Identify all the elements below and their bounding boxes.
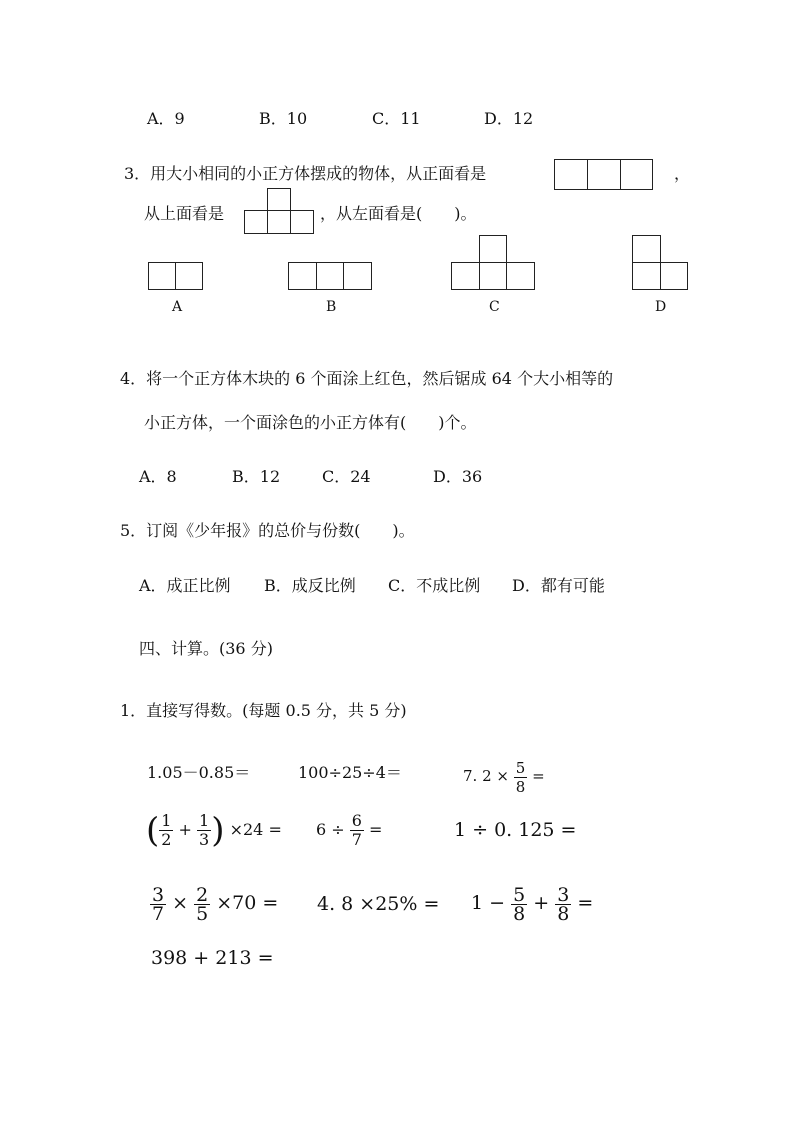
expr-3: 7. 2 × $\frac{5}{8}$ = — [463, 758, 545, 796]
q5-option-b: B．成反比例 — [264, 576, 356, 595]
expr-9: 1 − $\frac{5}{8}$ + $\frac{3}{8}$ = — [471, 883, 594, 925]
expr-7: $\frac{3}{7}$ × $\frac{2}{5}$ ×70 = — [152, 883, 279, 925]
expr-10: 398 + 213 = — [151, 947, 274, 969]
expr-3-denominator: 8 — [515, 777, 526, 796]
option-c-label: C — [489, 299, 500, 315]
expr-2: 100÷25÷4＝ — [298, 763, 402, 782]
q2-option-d: D．12 — [484, 109, 534, 128]
q4-option-b: B．12 — [232, 467, 281, 486]
q5-option-d: D．都有可能 — [512, 576, 605, 595]
option-b-label: B — [326, 299, 337, 315]
q3-comma: ， — [674, 164, 691, 183]
section-title: 四、计算。(36 分) — [139, 639, 273, 658]
option-a-label: A — [172, 299, 183, 315]
q5-question: 5．订阅《少年报》的总价与份数( )。 — [120, 521, 415, 540]
expr-1: 1.05－0.85＝ — [147, 763, 251, 782]
expr-5: 6 ÷ $\frac{6}{7}$ = — [316, 811, 383, 849]
option-d-label: D — [655, 299, 667, 315]
q2-option-a: A．9 — [147, 109, 185, 128]
calc1-title: 1．直接写得数。(每题 0.5 分，共 5 分) — [120, 701, 407, 720]
expr-8: 4. 8 ×25% = — [317, 893, 440, 915]
expr-3-numerator: 5 — [515, 758, 526, 777]
q2-option-c: C．11 — [372, 109, 421, 128]
q3-question-line2b: ，从左面看是( )。 — [320, 204, 477, 223]
q4-option-c: C．24 — [322, 467, 371, 486]
q4-question-line1: 4．将一个正方体木块的 6 个面涂上红色，然后锯成 64 个大小相等的 — [120, 369, 614, 388]
q4-option-a: A．8 — [139, 467, 177, 486]
q4-option-d: D．36 — [433, 467, 483, 486]
expr-4: ( $\frac{1}{2}$ + $\frac{1}{3}$ ) ×24 = — [146, 810, 282, 851]
q5-option-a: A．成正比例 — [139, 576, 231, 595]
q2-option-b: B．10 — [259, 109, 308, 128]
q3-question-line1: 3．用大小相同的小正方体摆成的物体，从正面看是 — [124, 164, 487, 183]
q4-question-line2: 小正方体，一个面涂色的小正方体有( )个。 — [144, 413, 477, 432]
q3-question-line2a: 从上面看是 — [144, 204, 225, 223]
q5-option-c: C．不成比例 — [388, 576, 481, 595]
expr-6: 1 ÷ 0. 125 = — [454, 819, 577, 841]
